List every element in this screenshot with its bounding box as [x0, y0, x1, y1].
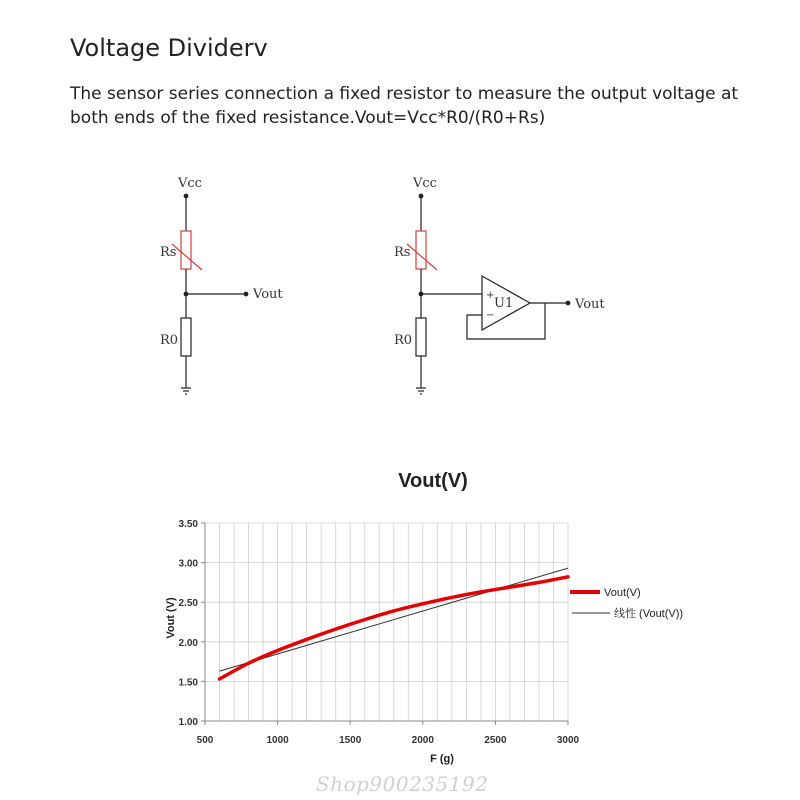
y-tick-label: 2.00	[178, 637, 198, 649]
r0-resistor	[181, 318, 191, 356]
vcc-label: Vcc	[178, 176, 202, 191]
chart	[0, 430, 800, 800]
chart-title: Vout(V)	[398, 470, 468, 492]
y-tick-label: 3.50	[178, 519, 198, 530]
r0-label: R0	[160, 333, 179, 348]
y-tick-label: 1.00	[178, 717, 198, 728]
y-axis-label: Vout (V)	[165, 597, 177, 639]
x-tick-label: 2000	[411, 735, 434, 746]
rs-variable-arrow	[172, 244, 202, 270]
x-axis-label: F (g)	[430, 753, 454, 765]
r0-resistor	[416, 318, 426, 356]
vout-label: Vout	[253, 287, 283, 302]
rs-label: Rs	[160, 245, 177, 260]
y-tick-label: 3.00	[178, 558, 198, 570]
circuit-left	[160, 176, 283, 394]
circuit-right	[394, 176, 605, 394]
vout-label: Vout	[575, 297, 605, 312]
legend-label-vout: Vout(V)	[604, 587, 641, 599]
vout-node	[244, 292, 248, 296]
y-tick-label: 2.50	[178, 598, 198, 610]
watermark: Shop900235192	[316, 772, 489, 796]
y-tick-label: 1.50	[178, 677, 198, 689]
rs-variable-arrow	[407, 244, 437, 270]
ground-icon	[416, 388, 426, 394]
rs-sensor-resistor	[416, 231, 426, 269]
vout-node	[566, 301, 570, 305]
chart-legend	[570, 587, 683, 620]
rs-sensor-resistor	[181, 231, 191, 269]
page-title: Voltage Dividerv	[70, 34, 268, 62]
opamp-plus-label: +	[486, 290, 495, 301]
ground-icon	[181, 388, 191, 394]
opamp-label: U1	[494, 296, 514, 311]
page-description: The sensor series connection a fixed resistor to measure the output voltage at both ends of the fixed resistance.Vout=Vcc*R0/(R0+Rs)	[70, 84, 739, 128]
x-tick-label: 1500	[339, 735, 362, 746]
r0-label: R0	[394, 333, 413, 348]
x-tick-label: 500	[196, 735, 214, 746]
vcc-label: Vcc	[413, 176, 437, 191]
opamp-minus-label: −	[486, 310, 495, 321]
rs-label: Rs	[394, 245, 411, 260]
x-tick-label: 2500	[484, 735, 507, 746]
x-tick-label: 1000	[266, 735, 289, 746]
x-tick-label: 3000	[556, 735, 580, 746]
legend-label-trend: 线性 (Vout(V))	[614, 608, 684, 620]
